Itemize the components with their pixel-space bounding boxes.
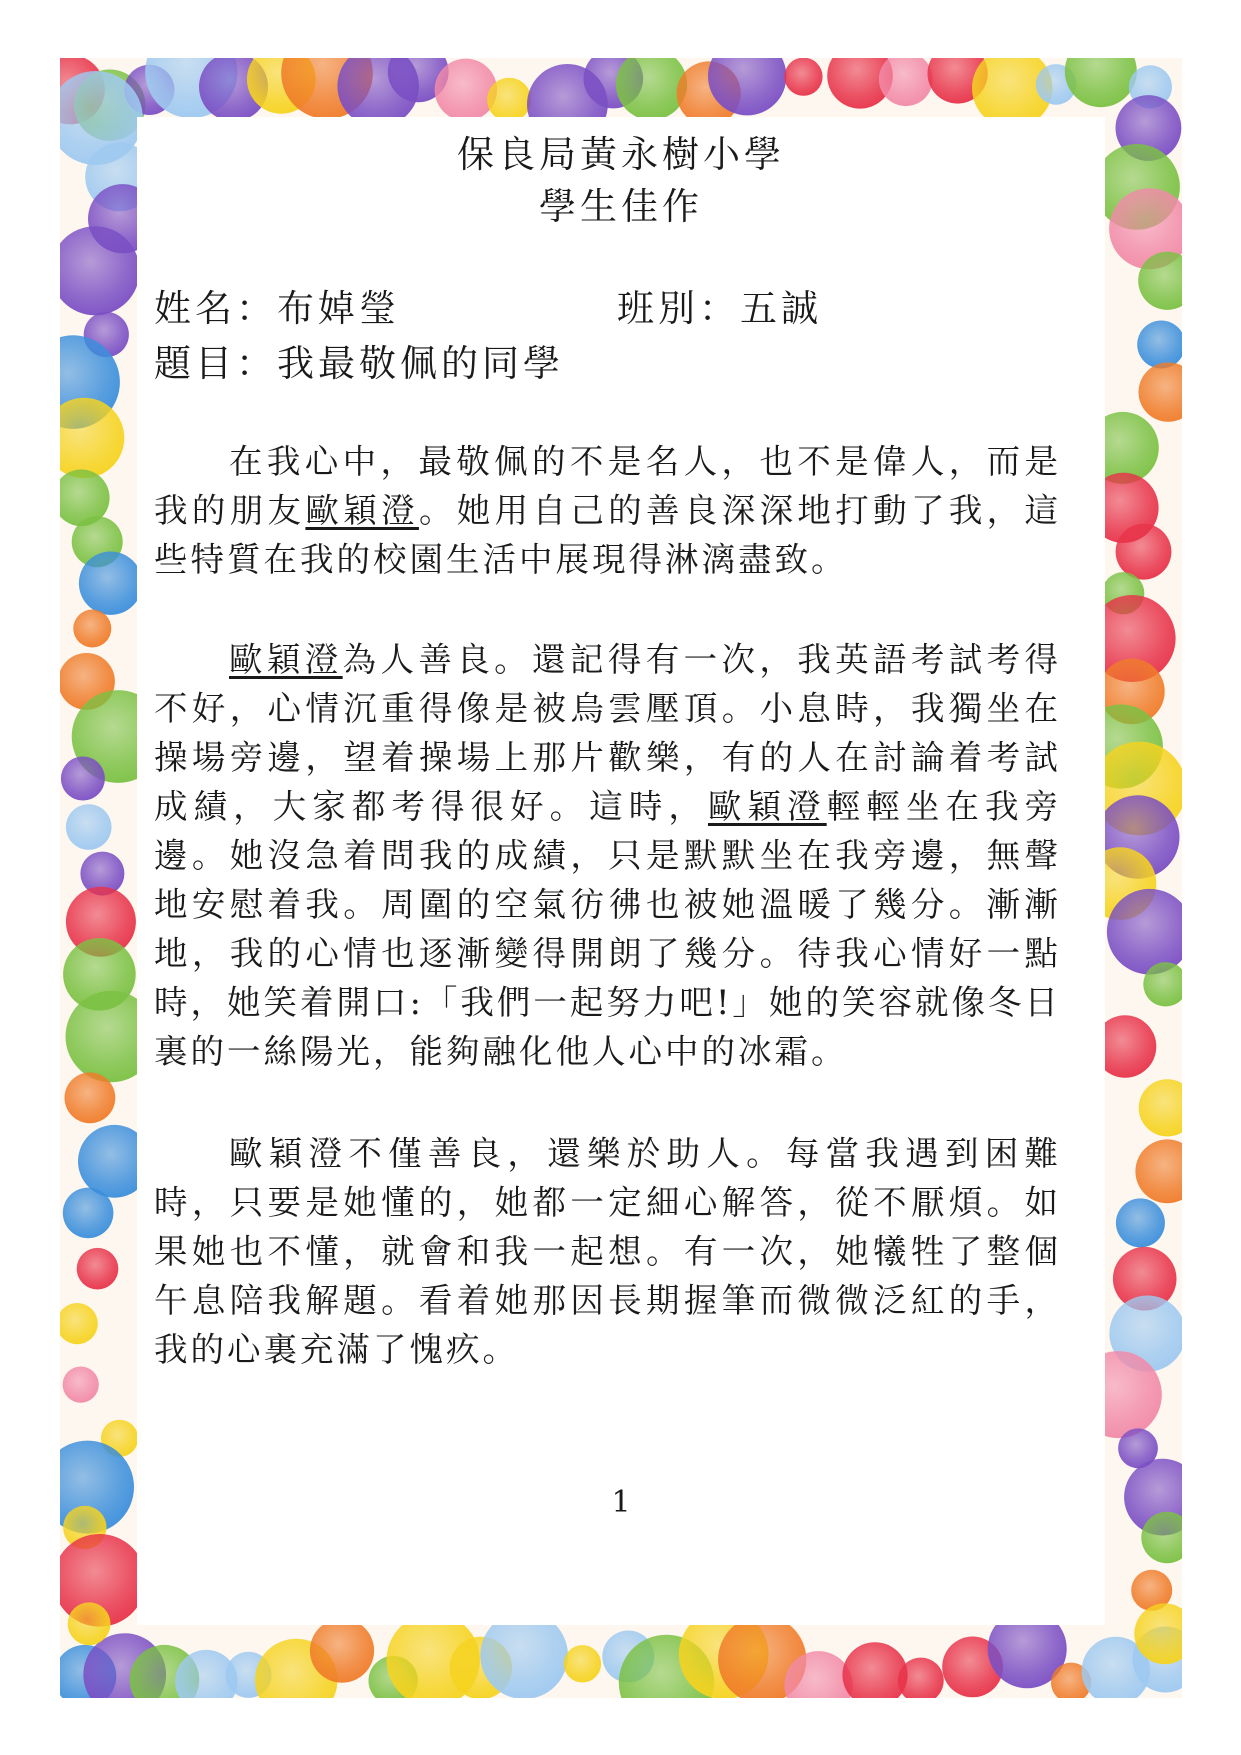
decor-dot xyxy=(73,610,111,648)
decor-dot xyxy=(66,804,112,850)
p2-text-b: 輕輕坐在我旁邊。她沒急着問我的成績，只是默默坐在我旁邊，無聲地安慰着我。周圍的空氣彷彿也被她溫暖了幾分。漸漸地，我的心情也逐漸變得開朗了幾分。待我心情好一點時，她笑着開口:「我們一起努力吧!」她的笑容就像冬日裏的一絲陽光，能夠融化他人心中的冰霜。 xyxy=(154,787,1062,1071)
decor-dot xyxy=(63,1367,99,1403)
decor-dot xyxy=(79,552,142,615)
decor-dot xyxy=(564,1645,601,1682)
decor-dot xyxy=(1065,35,1137,107)
student-name: 布婥瑩 xyxy=(277,287,400,330)
decor-dot xyxy=(1139,362,1198,421)
topic-line xyxy=(154,342,564,386)
essay-topic: 我最敬佩的同學 xyxy=(277,342,564,385)
class-value: 五誠 xyxy=(740,287,822,330)
decor-dot xyxy=(65,1072,116,1123)
essay-page xyxy=(137,117,1105,1625)
decor-dot xyxy=(51,226,140,315)
p1-text-a: 在我心中，最敬佩的不是名人，也不是偉人，而是我的朋友 xyxy=(154,442,1061,530)
decor-dot xyxy=(898,1658,944,1704)
decor-dot xyxy=(708,37,786,115)
page-subtitle: 學生佳作 xyxy=(539,185,703,228)
decor-dot xyxy=(879,52,933,106)
friend-name: 歐穎澄 xyxy=(229,640,343,679)
decor-dot xyxy=(616,49,687,120)
decor-dot xyxy=(77,1248,119,1290)
decor-dot xyxy=(1134,1603,1195,1664)
decor-dot xyxy=(1137,321,1185,369)
p2-text-a: 為人善良。還記得有一次，我英語考試考得不好，心情沉重得像是被烏雲壓頂。小息時，我獨坐在操場旁邊，望着操場上那片歡樂，有的人在討論着考試成績，大家都考得很好。這時， xyxy=(154,640,1062,826)
student-name-line xyxy=(154,287,400,331)
friend-name: 歐穎澄 xyxy=(305,491,419,530)
decor-dot xyxy=(310,1619,374,1683)
decor-dot xyxy=(842,1642,907,1707)
decor-dot xyxy=(1116,1198,1165,1247)
decor-dot xyxy=(435,59,497,121)
decor-dot xyxy=(1139,1079,1196,1136)
topic-label: 題目： xyxy=(154,342,277,385)
decor-dot xyxy=(57,1303,98,1344)
decor-dot xyxy=(1135,1139,1199,1203)
decor-dot xyxy=(1107,889,1193,975)
decor-dot xyxy=(784,58,822,96)
essay-paragraph-2 xyxy=(154,635,1061,1076)
decor-dot xyxy=(1141,1512,1192,1563)
p1-text-b: 。她用自己的善良深深地打動了我，這些特質在我的校園生活中展現得淋漓盡致。 xyxy=(154,491,1062,579)
friend-name: 歐穎澄 xyxy=(707,787,827,826)
class-line xyxy=(617,287,822,331)
decor-dot xyxy=(61,757,105,801)
decor-dot xyxy=(68,1602,111,1645)
class-label: 班別： xyxy=(617,287,740,330)
essay-paragraph-1 xyxy=(154,437,1061,584)
decor-dot xyxy=(784,1651,852,1719)
decor-dot xyxy=(1143,962,1187,1006)
decor-dot xyxy=(44,398,124,478)
decor-dot xyxy=(1138,252,1196,310)
page-number: 1 xyxy=(611,1485,631,1520)
decor-dot xyxy=(63,1188,114,1239)
decor-dot xyxy=(1116,524,1172,580)
decor-dot xyxy=(487,78,531,122)
school-name: 保良局黃永樹小學 xyxy=(457,133,785,176)
essay-paragraph-3: 歐穎澄不僅善良，還樂於助人。每當我遇到困難時，只要是她懂的，她都一定細心解答，從不厭煩。如果她也不懂，就會和我一起想。有一次，她犧牲了整個午息陪我解題。看着她那因長期握筆而微微泛紅的手，我的心裏充滿了愧疚。 xyxy=(154,1134,1061,1369)
name-label: 姓名： xyxy=(154,287,277,330)
